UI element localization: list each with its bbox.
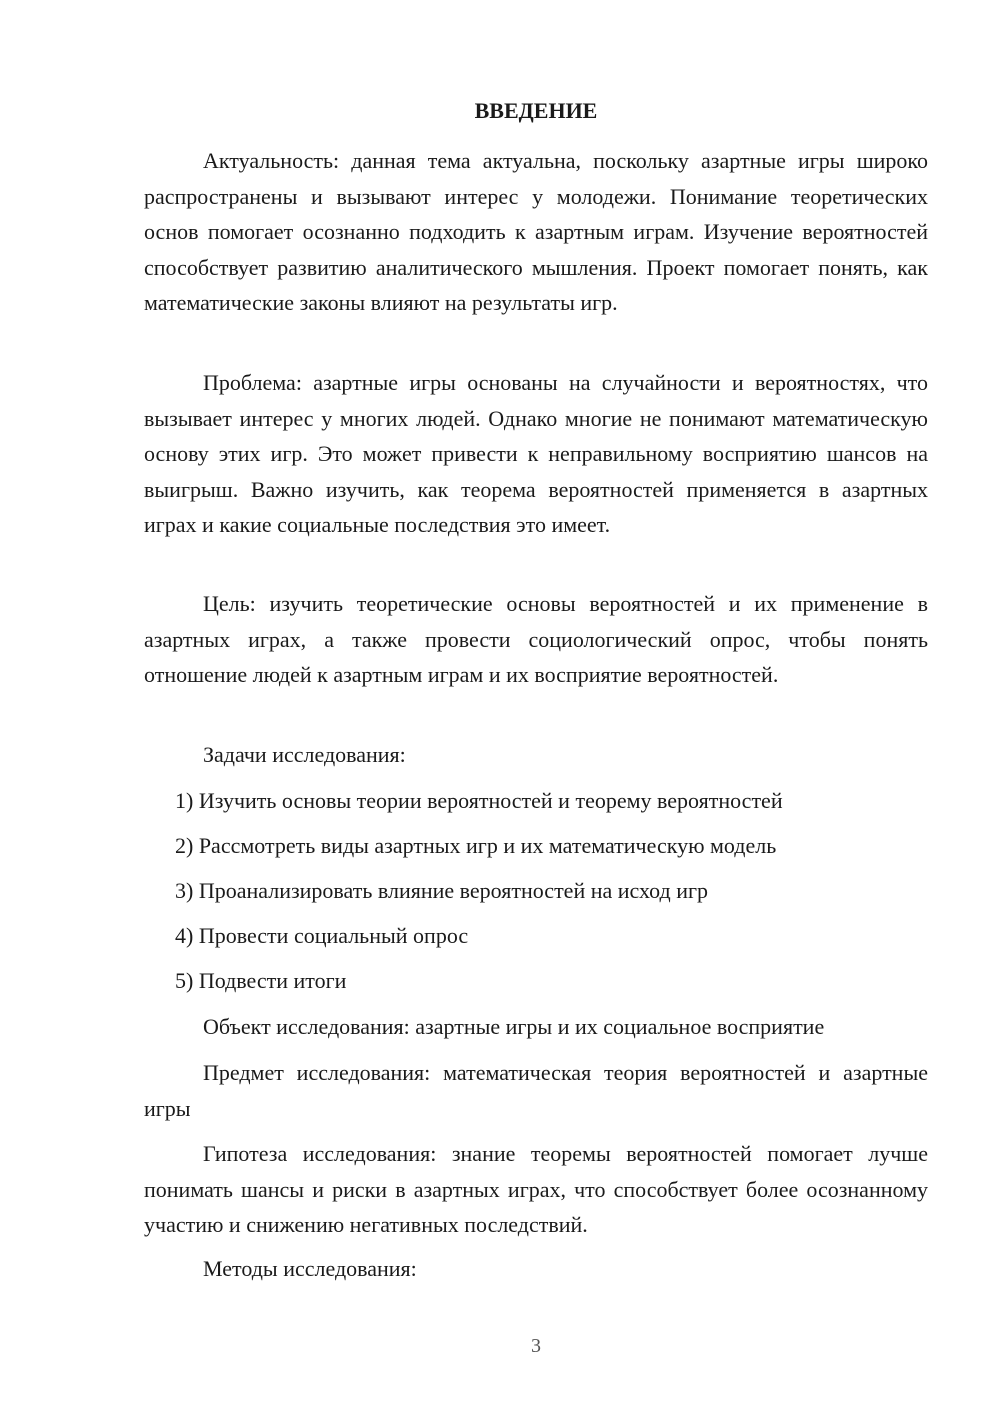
task-item-2: 2) Рассмотреть виды азартных игр и их математическую модель — [175, 833, 777, 858]
page-title: ВВЕДЕНИЕ — [474, 98, 598, 123]
paragraph-object: Объект исследования: азартные игры и их социальное восприятие — [203, 1014, 825, 1039]
task-item-4: 4) Провести социальный опрос — [175, 923, 469, 948]
paragraph-subject: Предмет исследования: математическая теория вероятностей и азартные игры — [144, 1060, 928, 1121]
task-item-1: 1) Изучить основы теории вероятностей и теорему вероятностей — [175, 788, 783, 813]
task-item-5: 5) Подвести итоги — [175, 968, 347, 993]
paragraph-goal: Цель: изучить теоретические основы вероятностей и их применение в азартных играх, а также провести социологический опрос, чтобы понять отношение людей к азартным играм и их восприятие вероятностей. — [144, 591, 928, 687]
methods-heading: Методы исследования: — [203, 1256, 417, 1281]
paragraph-hypothesis: Гипотеза исследования: знание теоремы вероятностей помогает лучше понимать шансы и риски в азартных играх, что способствует более осознанному участию и снижению негативных последствий. — [144, 1141, 928, 1237]
paragraph-relevance: Актуальность: данная тема актуальна, поскольку азартные игры широко распространены и вызывают интерес у молодежи. Понимание теоретических основ помогает осознанно подходить к азартным играм. Изучение вероятностей способствует развитию аналитического мышления. Проект помогает понять, как математические законы влияют на результаты игр. — [144, 148, 928, 315]
page-number: 3 — [531, 1335, 541, 1357]
task-item-3: 3) Проанализировать влияние вероятностей на исход игр — [175, 878, 709, 903]
paragraph-problem: Проблема: азартные игры основаны на случайности и вероятностях, что вызывает интерес у многих людей. Однако многие не понимают математическую основу этих игр. Это может привести к неправильному восприятию шансов на выигрыш. Важно изучить, как теорема вероятностей применяется в азартных играх и какие социальные последствия это имеет. — [144, 370, 928, 537]
tasks-heading: Задачи исследования: — [203, 742, 406, 767]
